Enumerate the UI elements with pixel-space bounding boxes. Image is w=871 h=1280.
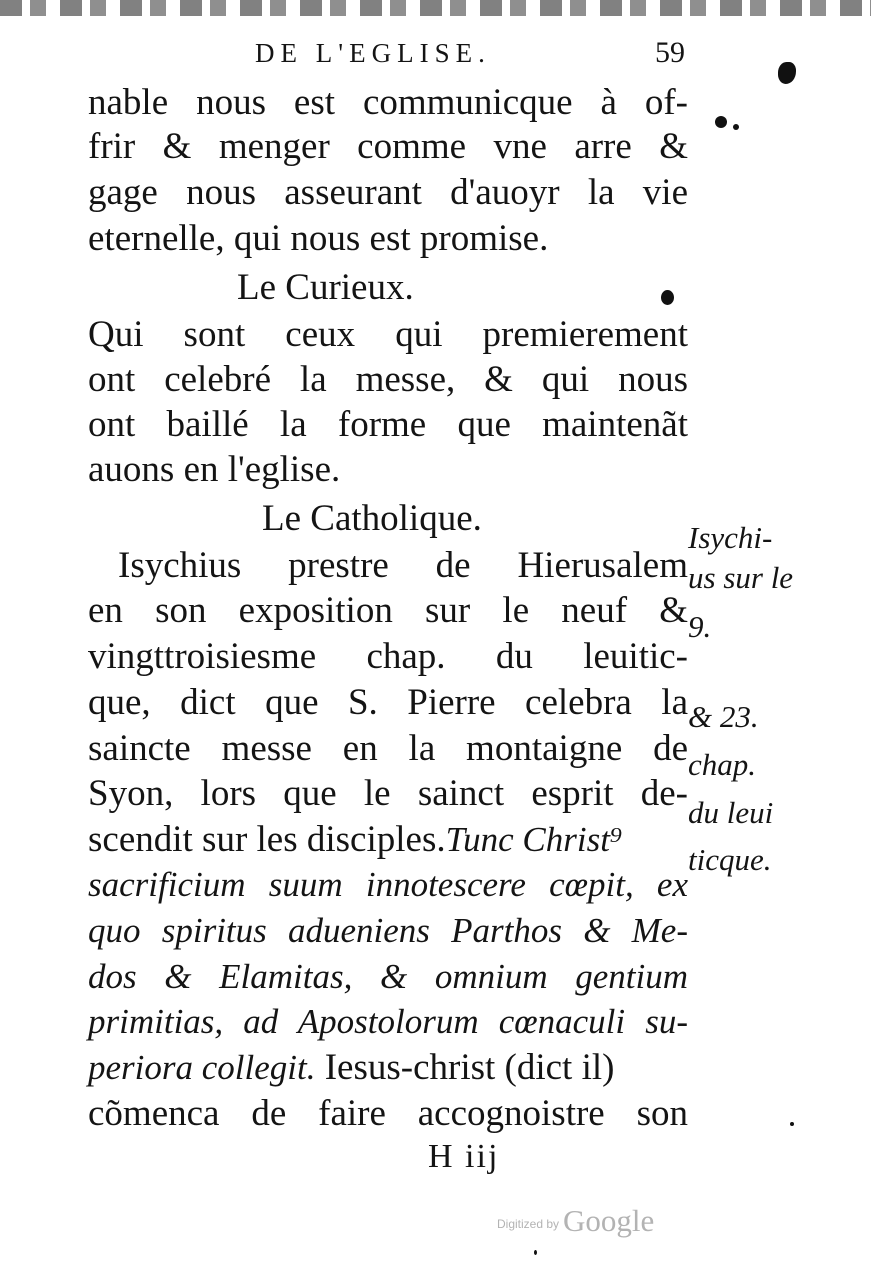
answer-line: saincte messe en la montaigne de bbox=[88, 728, 688, 769]
answer-line: vingttroisiesme chap. du leuitic- bbox=[88, 636, 688, 677]
latin-quote-line: primitias, ad Apostolorum cœnaculi su- bbox=[88, 1002, 688, 1041]
french-resume: Iesus-christ (dict il) bbox=[324, 1047, 615, 1088]
ink-blot bbox=[715, 116, 727, 128]
mixed-line bbox=[88, 1045, 688, 1091]
question-line: Qui sont ceux qui premierement bbox=[88, 314, 688, 355]
ink-speck bbox=[790, 1122, 794, 1126]
ink-speck bbox=[733, 124, 739, 130]
signature-mark: H iij bbox=[428, 1138, 500, 1175]
margin-note: 9. bbox=[688, 609, 712, 644]
watermark-brand: Google bbox=[563, 1203, 655, 1238]
margin-note: & 23. bbox=[688, 699, 759, 734]
answer-line: cõmenca de faire accognoistre son bbox=[88, 1093, 688, 1134]
speaker-heading-curieux: Le Curieux. bbox=[237, 267, 414, 308]
answer-line: que, dict que S. Pierre celebra la bbox=[88, 682, 688, 723]
latin-quote-end: periora collegit. bbox=[88, 1048, 316, 1087]
answer-line: Syon, lors que le sainct esprit de- bbox=[88, 773, 688, 814]
margin-note: Isychi- bbox=[688, 520, 773, 555]
latin-quote-line: dos & Elamitas, & omnium gentium bbox=[88, 957, 688, 996]
latin-quote-line: sacrificium suum innotescere cœpit, ex bbox=[88, 865, 688, 904]
latin-quote-start: Tunc Christ⁹ bbox=[445, 820, 623, 859]
margin-note: ticque. bbox=[688, 842, 772, 877]
question-line: auons en l'eglise. bbox=[88, 449, 341, 490]
margin-note: du leui bbox=[688, 795, 774, 830]
answer-line: en son exposition sur le neuf & bbox=[88, 590, 688, 631]
margin-note: us sur le bbox=[688, 560, 794, 595]
digitized-by-watermark bbox=[497, 1203, 654, 1239]
question-line: ont baillé la forme que maintenãt bbox=[88, 404, 688, 445]
text-line: frir & menger comme vne arre & bbox=[88, 126, 688, 167]
ink-speck bbox=[534, 1250, 537, 1255]
text-line: gage nous asseurant d'auoyr la vie bbox=[88, 172, 688, 213]
ink-blot bbox=[661, 290, 674, 305]
text-line: eternelle, qui nous est promise. bbox=[88, 218, 549, 259]
text-line: nable nous est communicque à of- bbox=[88, 82, 688, 123]
latin-quote-line: quo spiritus adueniens Parthos & Me- bbox=[88, 911, 688, 950]
answer-line-mixed bbox=[88, 817, 688, 863]
answer-line: Isychius prestre de Hierusalem bbox=[118, 545, 688, 586]
page-number: 59 bbox=[655, 36, 685, 69]
running-head: DE L'EGLISE. bbox=[255, 38, 491, 68]
scanned-page-top-edge bbox=[0, 0, 871, 16]
watermark-prefix: Digitized by bbox=[497, 1217, 560, 1231]
question-line: ont celebré la messe, & qui nous bbox=[88, 359, 688, 400]
margin-note: chap. bbox=[688, 747, 757, 782]
speaker-heading-catholique: Le Catholique. bbox=[262, 498, 482, 539]
ink-blot bbox=[778, 62, 796, 84]
answer-line-end: scendit sur les disciples. bbox=[88, 819, 446, 860]
